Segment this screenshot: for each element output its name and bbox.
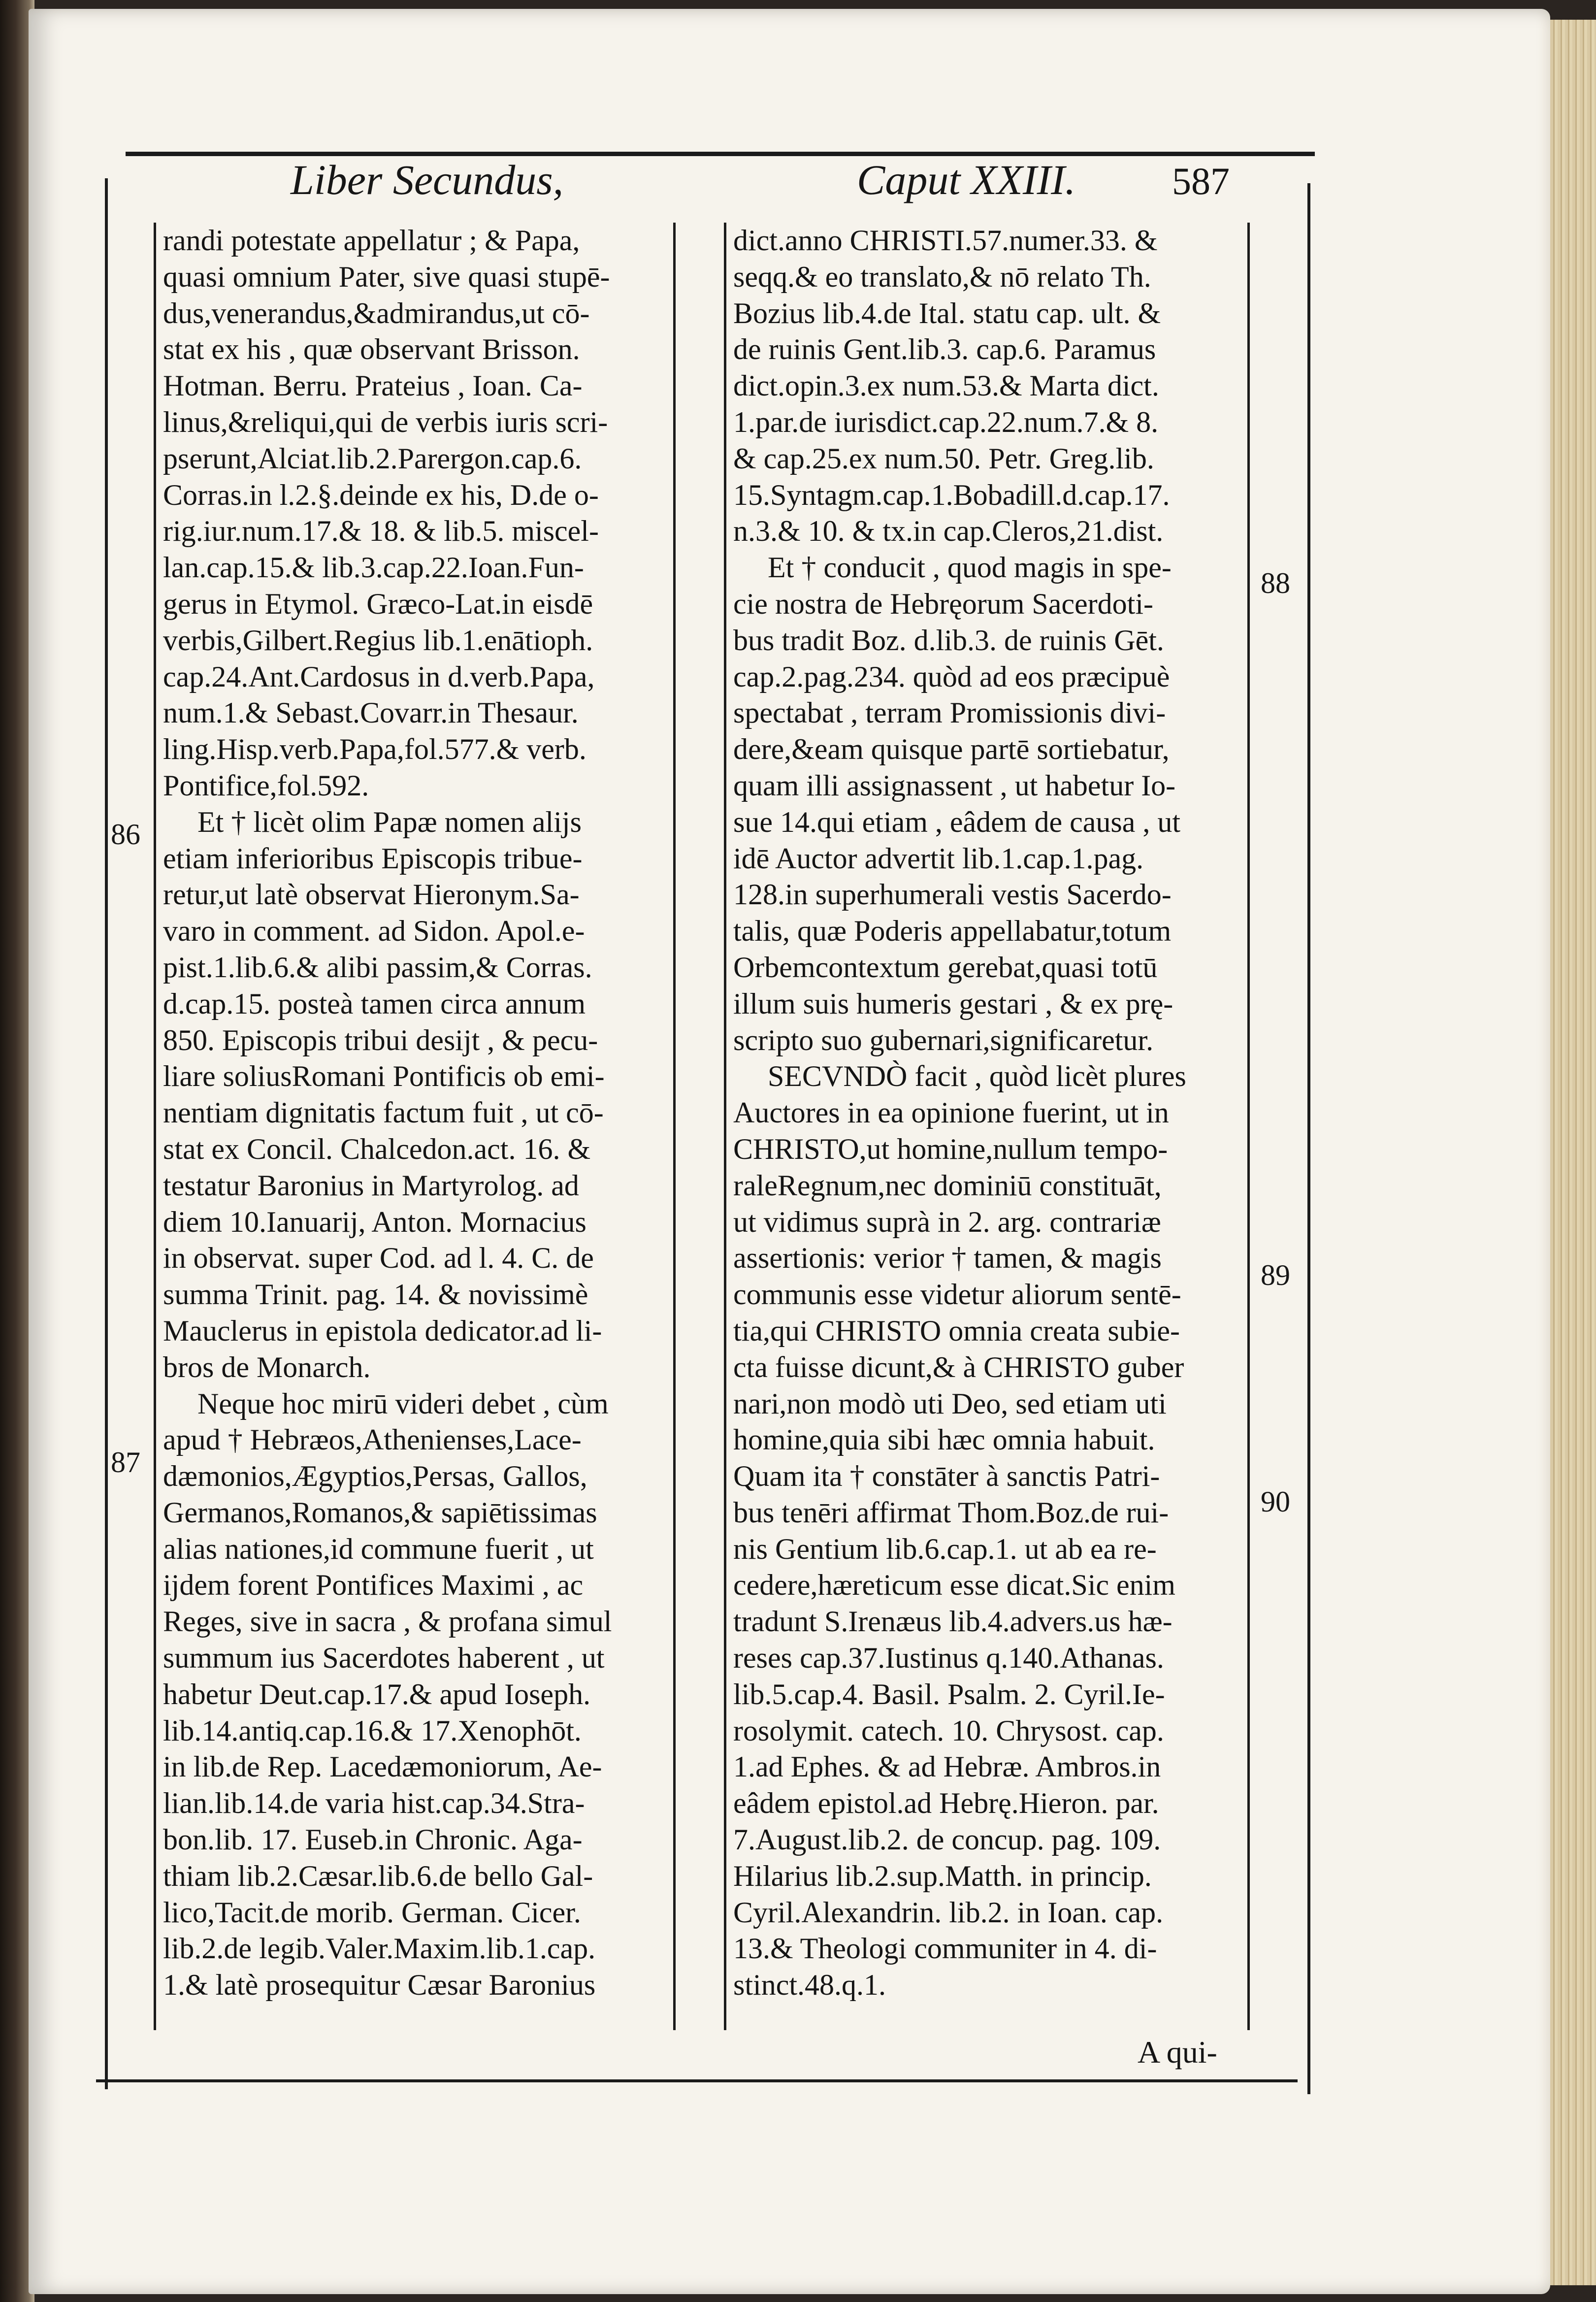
text-line: cap.24.Ant.Cardosus in d.verb.Papa,	[163, 660, 595, 693]
text-line: thiam lib.2.Cæsar.lib.6.de bello Gal-	[163, 1859, 593, 1892]
text-line: communis esse videtur aliorum sentē-	[733, 1278, 1181, 1311]
text-line: sue 14.qui etiam , eâdem de causa , ut	[733, 805, 1181, 838]
text-line: stat ex his , quæ observant Brisson.	[163, 333, 580, 366]
text-line: summum ius Sacerdotes haberent , ut	[163, 1642, 605, 1675]
text-line: randi potestate appellatur ; & Papa,	[163, 224, 580, 257]
text-line: nentiam dignitatis factum fuit , ut cō-	[163, 1096, 604, 1129]
text-line: habetur Deut.cap.17.& apud Ioseph.	[163, 1677, 591, 1710]
text-line: rig.iur.num.17.& 18. & lib.5. miscel-	[163, 515, 599, 548]
text-line: Orbemcontextum gerebat,quasi totū	[733, 951, 1158, 984]
text-line: Pontifice,fol.592.	[163, 769, 369, 802]
text-line: lib.5.cap.4. Basil. Psalm. 2. Cyril.Ie-	[733, 1677, 1165, 1710]
text-line: homine,quia sibi hæc omnia habuit.	[733, 1423, 1155, 1456]
text-line: linus,&reliqui,qui de verbis iuris scri-	[163, 405, 608, 438]
margin-number-88: 88	[1261, 567, 1290, 599]
text-line: bus tenēri affirmat Thom.Boz.de rui-	[733, 1496, 1169, 1529]
text-line: 7.August.lib.2. de concup. pag. 109.	[733, 1823, 1161, 1856]
text-line: SECVNDÒ facit , quòd licèt plures	[768, 1060, 1186, 1093]
text-line: 850. Episcopis tribui desijt , & pecu-	[163, 1023, 598, 1056]
text-line: diem 10.Ianuarij, Anton. Mornacius	[163, 1205, 586, 1238]
text-line: bus tradit Boz. d.lib.3. de ruinis Gēt.	[733, 624, 1164, 657]
text-line: lico,Tacit.de morib. German. Cicer.	[163, 1896, 581, 1929]
text-line: d.cap.15. posteà tamen circa annum	[163, 987, 586, 1020]
text-line: lian.lib.14.de varia hist.cap.34.Stra-	[163, 1787, 585, 1820]
text-line: spectabat , terram Promissionis divi-	[733, 696, 1166, 729]
text-line: stinct.48.q.1.	[733, 1969, 886, 2002]
text-line: stat ex Concil. Chalcedon.act. 16. &	[163, 1132, 591, 1165]
text-line: eâdem epistol.ad Hebrę.Hieron. par.	[733, 1787, 1159, 1820]
text-line: cedere,hæreticum esse dicat.Sic enim	[733, 1569, 1175, 1602]
text-line: tia,qui CHRISTO omnia creata subie-	[733, 1314, 1180, 1347]
text-line: pist.1.lib.6.& alibi passim,& Corras.	[163, 951, 592, 984]
text-line: idē Auctor advertit lib.1.cap.1.pag.	[733, 842, 1144, 875]
text-line: nari,non modò uti Deo, sed etiam uti	[733, 1387, 1167, 1420]
left-text-column	[154, 223, 676, 2030]
text-line: retur,ut latè observat Hieronym.Sa-	[163, 878, 580, 911]
text-line: lib.2.de legib.Valer.Maxim.lib.1.cap.	[163, 1932, 596, 1965]
text-line: de ruinis Gent.lib.3. cap.6. Paramus	[733, 333, 1156, 366]
text-line: & cap.25.ex num.50. Petr. Greg.lib.	[733, 442, 1154, 475]
text-line: Auctores in ea opinione fuerint, ut in	[733, 1096, 1169, 1129]
text-line: lib.14.antiq.cap.16.& 17.Xenophōt.	[163, 1714, 582, 1747]
text-line: gerus in Etymol. Græco-Lat.in eisdē	[163, 587, 593, 620]
text-line: quasi omnium Pater, sive quasi stupē-	[163, 260, 610, 293]
text-line: lan.cap.15.& lib.3.cap.22.Ioan.Fun-	[163, 551, 584, 584]
text-line: dus,venerandus,&admirandus,ut cō-	[163, 296, 590, 329]
text-line: cap.2.pag.234. quòd ad eos præcipuè	[733, 660, 1170, 693]
text-line: ijdem forent Pontifices Maximi , ac	[163, 1569, 584, 1602]
text-line: Quam ita † constāter à sanctis Patri-	[733, 1460, 1160, 1493]
text-line: illum suis humeris gestari , & ex prę-	[733, 987, 1173, 1020]
text-line: Mauclerus in epistola dedicator.ad li-	[163, 1314, 602, 1347]
text-line: tradunt S.Irenæus lib.4.advers.us hæ-	[733, 1605, 1173, 1638]
frame-right-rule	[1307, 183, 1310, 2094]
right-text-column	[724, 223, 1250, 2030]
margin-number-90: 90	[1261, 1485, 1290, 1518]
text-line: dict.opin.3.ex num.53.& Marta dict.	[733, 369, 1159, 402]
text-line: n.3.& 10. & tx.in cap.Cleros,21.dist.	[733, 515, 1164, 548]
text-line: 1.ad Ephes. & ad Hebræ. Ambros.in	[733, 1750, 1161, 1783]
text-line: num.1.& Sebast.Covarr.in Thesaur.	[163, 696, 579, 729]
text-line: raleRegnum,nec dominiū constituāt,	[733, 1169, 1162, 1202]
text-line: 13.& Theologi communiter in 4. di-	[733, 1932, 1157, 1965]
text-line: dæmonios,Ægyptios,Persas, Gallos,	[163, 1460, 587, 1493]
text-line: dere,&eam quisque partē sortiebatur,	[733, 733, 1170, 766]
text-line: Et † conducit , quod magis in spe-	[768, 551, 1172, 584]
margin-number-86: 86	[111, 818, 140, 851]
text-line: in observat. super Cod. ad l. 4. C. de	[163, 1242, 594, 1275]
running-head-chapter: Caput XXIII.	[857, 156, 1076, 203]
text-line: talis, quæ Poderis appellabatur,totum	[733, 915, 1172, 948]
text-line: Hilarius lib.2.sup.Matth. in princip.	[733, 1859, 1152, 1892]
margin-number-87: 87	[111, 1446, 140, 1479]
text-line: varo in comment. ad Sidon. Apol.e-	[163, 915, 585, 948]
bottom-rule	[96, 2079, 1298, 2082]
text-line: reses cap.37.Iustinus q.140.Athanas.	[733, 1642, 1164, 1675]
text-line: ut vidimus suprà in 2. arg. contrariæ	[733, 1205, 1161, 1238]
text-line: Corras.in l.2.§.deinde ex his, D.de o-	[163, 478, 599, 511]
frame-left-rule	[105, 178, 108, 2089]
text-line: seqq.& eo translato,& nō relato Th.	[733, 260, 1151, 293]
text-line: summa Trinit. pag. 14. & novissimè	[163, 1278, 588, 1311]
text-line: rosolymit. catech. 10. Chrysost. cap.	[733, 1714, 1164, 1747]
text-line: 15.Syntagm.cap.1.Bobadill.d.cap.17.	[733, 478, 1170, 511]
text-line: Germanos,Romanos,& sapiētissimas	[163, 1496, 597, 1529]
text-line: cta fuisse dicunt,& à CHRISTO guber	[733, 1350, 1184, 1383]
text-line: testatur Baronius in Martyrolog. ad	[163, 1169, 579, 1202]
running-head	[291, 155, 1275, 209]
text-line: pserunt,Alciat.lib.2.Parergon.cap.6.	[163, 442, 582, 475]
text-line: 1.par.de iurisdict.cap.22.num.7.& 8.	[733, 405, 1159, 438]
text-line: liare soliusRomani Pontificis ob emi-	[163, 1060, 605, 1093]
page-edges	[1550, 20, 1596, 2285]
margin-number-89: 89	[1261, 1259, 1290, 1291]
text-line: nis Gentium lib.6.cap.1. ut ab ea re-	[733, 1532, 1157, 1565]
text-line: in lib.de Rep. Lacedæmoniorum, Ae-	[163, 1750, 602, 1783]
text-line: apud † Hebræos,Athenienses,Lace-	[163, 1423, 582, 1456]
text-line: bros de Monarch.	[163, 1350, 371, 1383]
text-line: bon.lib. 17. Euseb.in Chronic. Aga-	[163, 1823, 583, 1856]
text-line: 128.in superhumerali vestis Sacerdo-	[733, 878, 1172, 911]
text-line: 1.& latè prosequitur Cæsar Baronius	[163, 1969, 596, 2002]
text-line: ling.Hisp.verb.Papa,fol.577.& verb.	[163, 733, 586, 766]
text-line: alias nationes,id commune fuerit , ut	[163, 1532, 594, 1565]
text-line: Et † licèt olim Papæ nomen alijs	[197, 805, 582, 838]
text-line: scripto suo gubernari,significaretur.	[733, 1023, 1154, 1056]
running-head-book: Liber Secundus,	[291, 156, 564, 203]
catchword: A qui-	[1138, 2035, 1217, 2070]
text-line: Neque hoc mirū videri debet , cùm	[197, 1387, 609, 1420]
page-number: 587	[1172, 160, 1230, 202]
text-line: dict.anno CHRISTI.57.numer.33. &	[733, 224, 1158, 257]
text-line: cie nostra de Hebręorum Sacerdoti-	[733, 587, 1153, 620]
text-line: verbis,Gilbert.Regius lib.1.enātioph.	[163, 624, 593, 657]
text-line: Reges, sive in sacra , & profana simul	[163, 1605, 612, 1638]
text-line: etiam inferioribus Episcopis tribue-	[163, 842, 583, 875]
text-line: assertionis: verior † tamen, & magis	[733, 1242, 1162, 1275]
text-line: Bozius lib.4.de Ital. statu cap. ult. &	[733, 296, 1161, 329]
text-line: CHRISTO,ut homine,nullum tempo-	[733, 1132, 1168, 1165]
text-line: quam illi assignassent , ut habetur Io-	[733, 769, 1176, 802]
text-line: Cyril.Alexandrin. lib.2. in Ioan. cap.	[733, 1896, 1164, 1929]
text-line: Hotman. Berru. Prateius , Ioan. Ca-	[163, 369, 583, 402]
